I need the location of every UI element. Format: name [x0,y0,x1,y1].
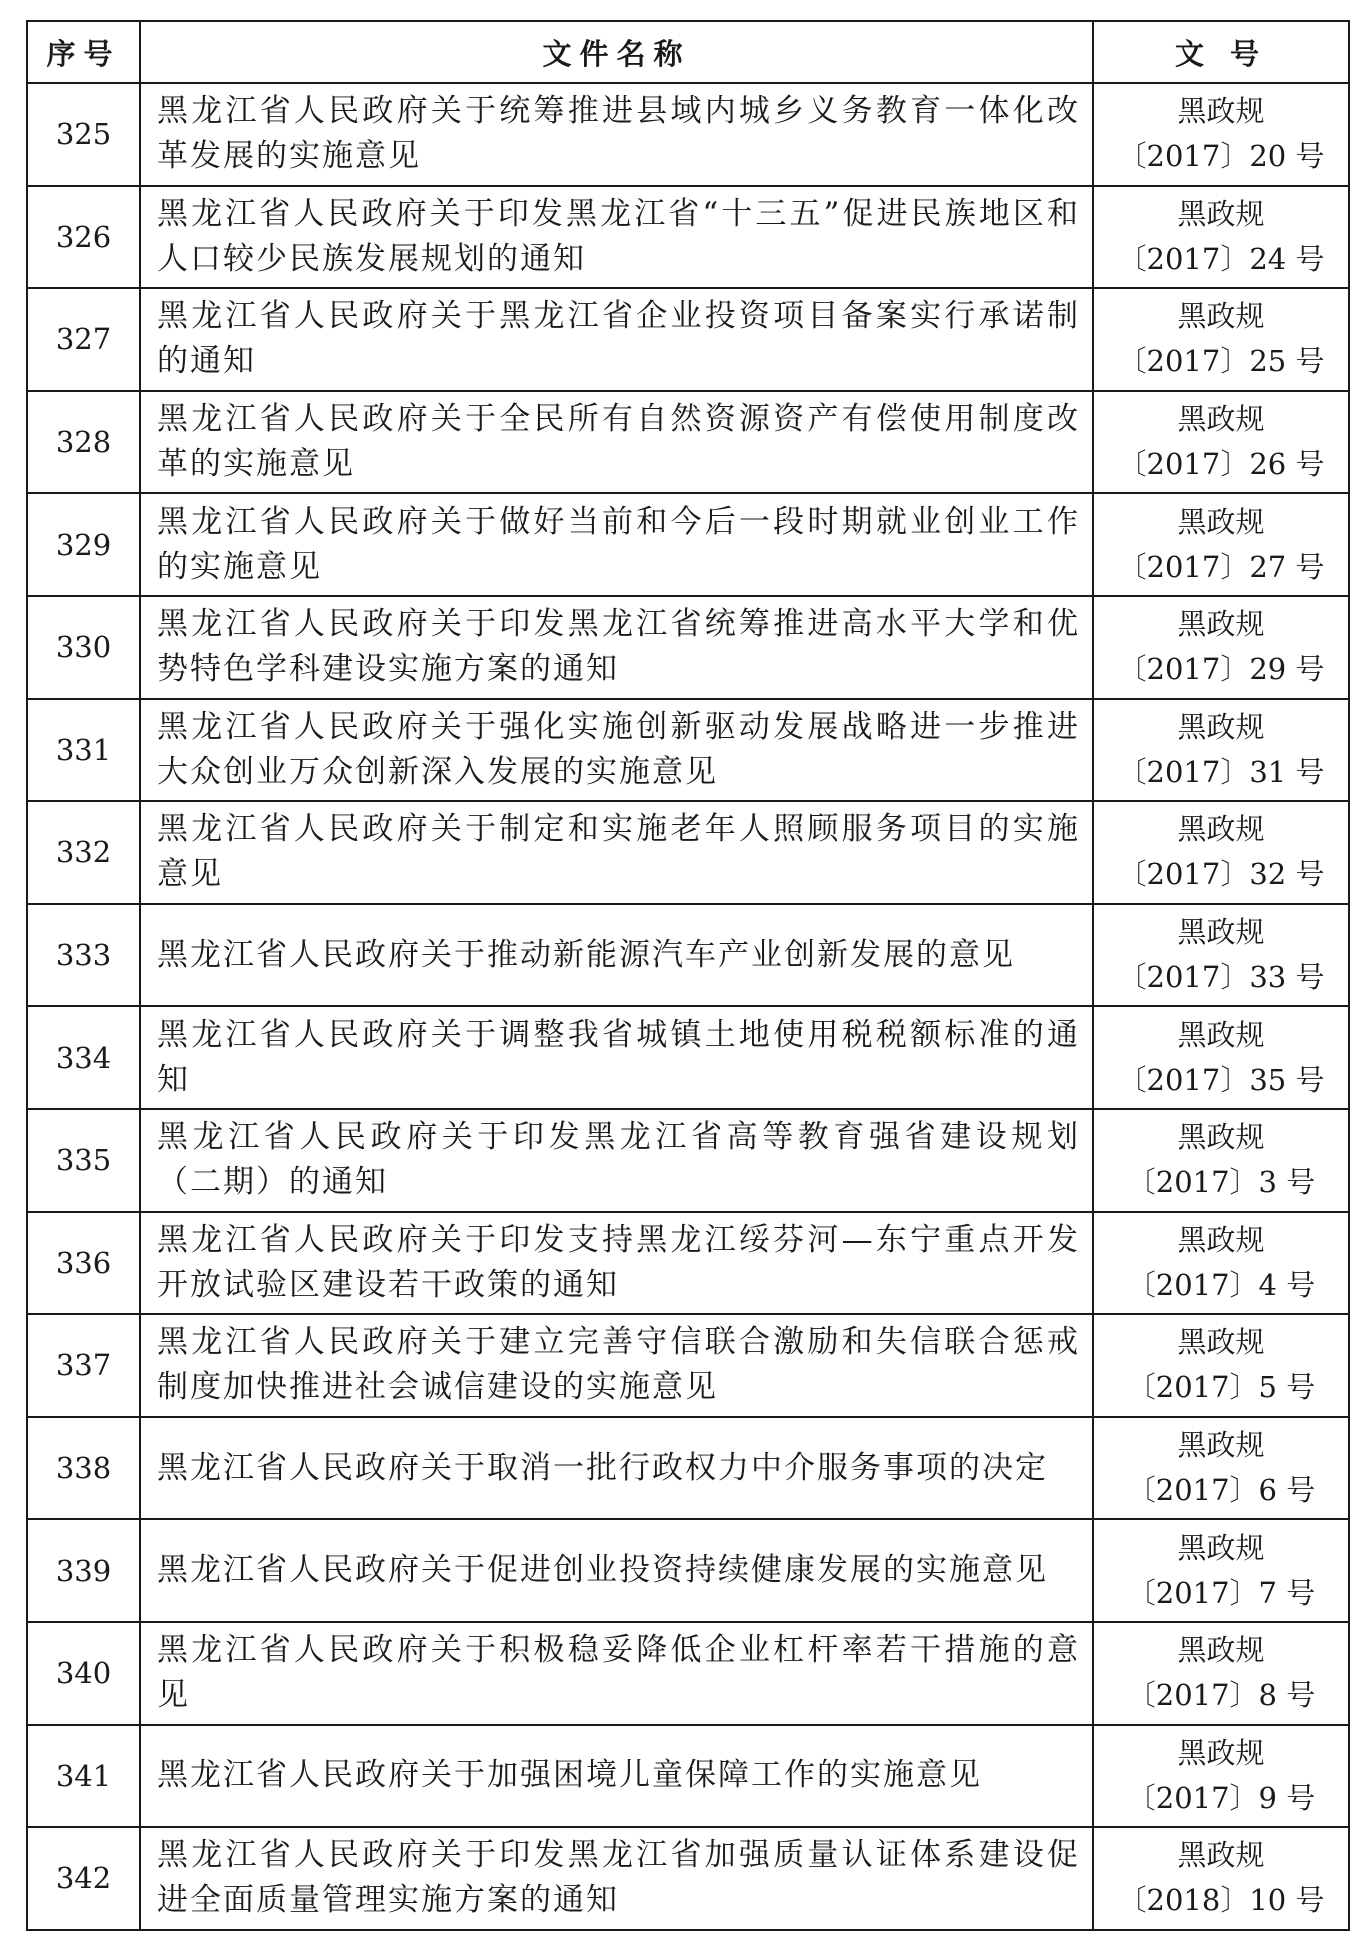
row-serial-number: 337 [27,1314,140,1417]
row-serial-number: 338 [27,1417,140,1520]
row-document-number [1093,1417,1349,1520]
table-row [27,83,1349,186]
row-document-title: 黑龙江省人民政府关于调整我省城镇土地使用税税额标准的通知 [140,1006,1093,1109]
row-document-number [1093,83,1349,186]
row-serial-number: 336 [27,1212,140,1315]
table-row [27,1622,1349,1725]
document-number-prefix: 黑政规 [1177,1017,1265,1052]
document-number-value: 〔2017〕26 号 [1117,447,1325,482]
row-serial-number: 332 [27,801,140,904]
row-serial-number: 331 [27,699,140,802]
document-number-value: 〔2017〕29 号 [1117,652,1325,687]
row-document-number [1093,391,1349,494]
table-row [27,493,1349,596]
table-row [27,1006,1349,1109]
document-number-prefix: 黑政规 [1177,1120,1265,1155]
document-number-prefix: 黑政规 [1177,1530,1265,1565]
document-number-prefix: 黑政规 [1177,1838,1265,1873]
document-number-value: 〔2017〕7 号 [1126,1575,1316,1610]
document-number-prefix: 黑政规 [1177,504,1265,539]
row-serial-number: 327 [27,288,140,391]
row-document-title: 黑龙江省人民政府关于推动新能源汽车产业创新发展的意见 [140,904,1093,1007]
row-document-title: 黑龙江省人民政府关于做好当前和今后一段时期就业创业工作的实施意见 [140,493,1093,596]
row-document-title: 黑龙江省人民政府关于促进创业投资持续健康发展的实施意见 [140,1519,1093,1622]
table-row [27,699,1349,802]
table-row [27,801,1349,904]
table-body [27,83,1349,1930]
row-document-number [1093,596,1349,699]
row-document-title: 黑龙江省人民政府关于印发黑龙江省高等教育强省建设规划（二期）的通知 [140,1109,1093,1212]
table-row [27,391,1349,494]
document-number-prefix: 黑政规 [1177,1633,1265,1668]
table-row [27,1212,1349,1315]
row-serial-number: 326 [27,186,140,289]
row-document-title: 黑龙江省人民政府关于取消一批行政权力中介服务事项的决定 [140,1417,1093,1520]
document-number-value: 〔2018〕10 号 [1117,1883,1325,1918]
row-document-title: 黑龙江省人民政府关于印发黑龙江省加强质量认证体系建设促进全面质量管理实施方案的通知 [140,1827,1093,1930]
table-header-row [27,21,1349,83]
table-row [27,1827,1349,1930]
row-document-number [1093,493,1349,596]
row-document-title: 黑龙江省人民政府关于印发黑龙江省“十三五”促进民族地区和人口较少民族发展规划的通知 [140,186,1093,289]
row-document-number [1093,699,1349,802]
row-document-number [1093,1006,1349,1109]
row-serial-number: 328 [27,391,140,494]
row-document-title: 黑龙江省人民政府关于印发黑龙江省统筹推进高水平大学和优势特色学科建设实施方案的通知 [140,596,1093,699]
document-number-prefix: 黑政规 [1177,915,1265,950]
row-document-number [1093,1109,1349,1212]
row-document-title: 黑龙江省人民政府关于黑龙江省企业投资项目备案实行承诺制的通知 [140,288,1093,391]
table-row [27,1109,1349,1212]
row-serial-number: 329 [27,493,140,596]
row-document-title: 黑龙江省人民政府关于制定和实施老年人照顾服务项目的实施意见 [140,801,1093,904]
table-row [27,1314,1349,1417]
document-number-prefix: 黑政规 [1177,299,1265,334]
row-document-title: 黑龙江省人民政府关于统筹推进县域内城乡义务教育一体化改革发展的实施意见 [140,83,1093,186]
document-number-value: 〔2017〕3 号 [1126,1165,1316,1200]
table-row [27,288,1349,391]
row-serial-number: 334 [27,1006,140,1109]
table-row [27,904,1349,1007]
document-number-prefix: 黑政规 [1177,709,1265,744]
table-row [27,596,1349,699]
table-row [27,186,1349,289]
row-document-title: 黑龙江省人民政府关于强化实施创新驱动发展战略进一步推进大众创业万众创新深入发展的实施意见 [140,699,1093,802]
row-serial-number: 340 [27,1622,140,1725]
document-number-value: 〔2017〕31 号 [1117,754,1325,789]
row-document-title: 黑龙江省人民政府关于印发支持黑龙江绥芬河—东宁重点开发开放试验区建设若干政策的通知 [140,1212,1093,1315]
document-number-prefix: 黑政规 [1177,1222,1265,1257]
document-number-value: 〔2017〕24 号 [1117,241,1325,276]
document-number-prefix: 黑政规 [1177,402,1265,437]
row-serial-number: 339 [27,1519,140,1622]
document-number-prefix: 黑政规 [1177,1735,1265,1770]
document-number-prefix: 黑政规 [1177,607,1265,642]
document-number-value: 〔2017〕27 号 [1117,549,1325,584]
row-document-number [1093,1519,1349,1622]
header-serial-number: 序号 [27,21,140,83]
row-serial-number: 333 [27,904,140,1007]
document-number-value: 〔2017〕8 号 [1126,1678,1316,1713]
document-number-value: 〔2017〕20 号 [1117,139,1325,174]
document-number-value: 〔2017〕33 号 [1117,960,1325,995]
row-document-title: 黑龙江省人民政府关于加强困境儿童保障工作的实施意见 [140,1725,1093,1828]
row-document-number [1093,904,1349,1007]
table-row [27,1417,1349,1520]
document-number-prefix: 黑政规 [1177,812,1265,847]
row-document-title: 黑龙江省人民政府关于建立完善守信联合激励和失信联合惩戒制度加快推进社会诚信建设的实施意见 [140,1314,1093,1417]
table-row [27,1725,1349,1828]
document-number-prefix: 黑政规 [1177,1325,1265,1360]
document-number-prefix: 黑政规 [1177,1428,1265,1463]
header-document-title: 文件名称 [140,21,1093,83]
row-document-title: 黑龙江省人民政府关于积极稳妥降低企业杠杆率若干措施的意见 [140,1622,1093,1725]
document-number-prefix: 黑政规 [1177,196,1265,231]
document-number-value: 〔2017〕32 号 [1117,857,1325,892]
row-serial-number: 335 [27,1109,140,1212]
row-document-number [1093,801,1349,904]
table-row [27,1519,1349,1622]
row-document-number [1093,186,1349,289]
document-number-value: 〔2017〕9 号 [1126,1780,1316,1815]
row-document-number [1093,1827,1349,1930]
row-serial-number: 341 [27,1725,140,1828]
row-document-number [1093,1314,1349,1417]
document-number-value: 〔2017〕5 号 [1126,1370,1316,1405]
header-document-number: 文 号 [1093,21,1349,83]
row-serial-number: 330 [27,596,140,699]
document-number-value: 〔2017〕35 号 [1117,1062,1325,1097]
document-number-value: 〔2017〕25 号 [1117,344,1325,379]
row-document-number [1093,288,1349,391]
row-document-title: 黑龙江省人民政府关于全民所有自然资源资产有偿使用制度改革的实施意见 [140,391,1093,494]
document-number-prefix: 黑政规 [1177,94,1265,129]
document-table [26,20,1350,1931]
document-number-value: 〔2017〕6 号 [1126,1473,1316,1508]
document-number-value: 〔2017〕4 号 [1126,1267,1316,1302]
row-serial-number: 342 [27,1827,140,1930]
row-serial-number: 325 [27,83,140,186]
row-document-number [1093,1725,1349,1828]
row-document-number [1093,1622,1349,1725]
row-document-number [1093,1212,1349,1315]
